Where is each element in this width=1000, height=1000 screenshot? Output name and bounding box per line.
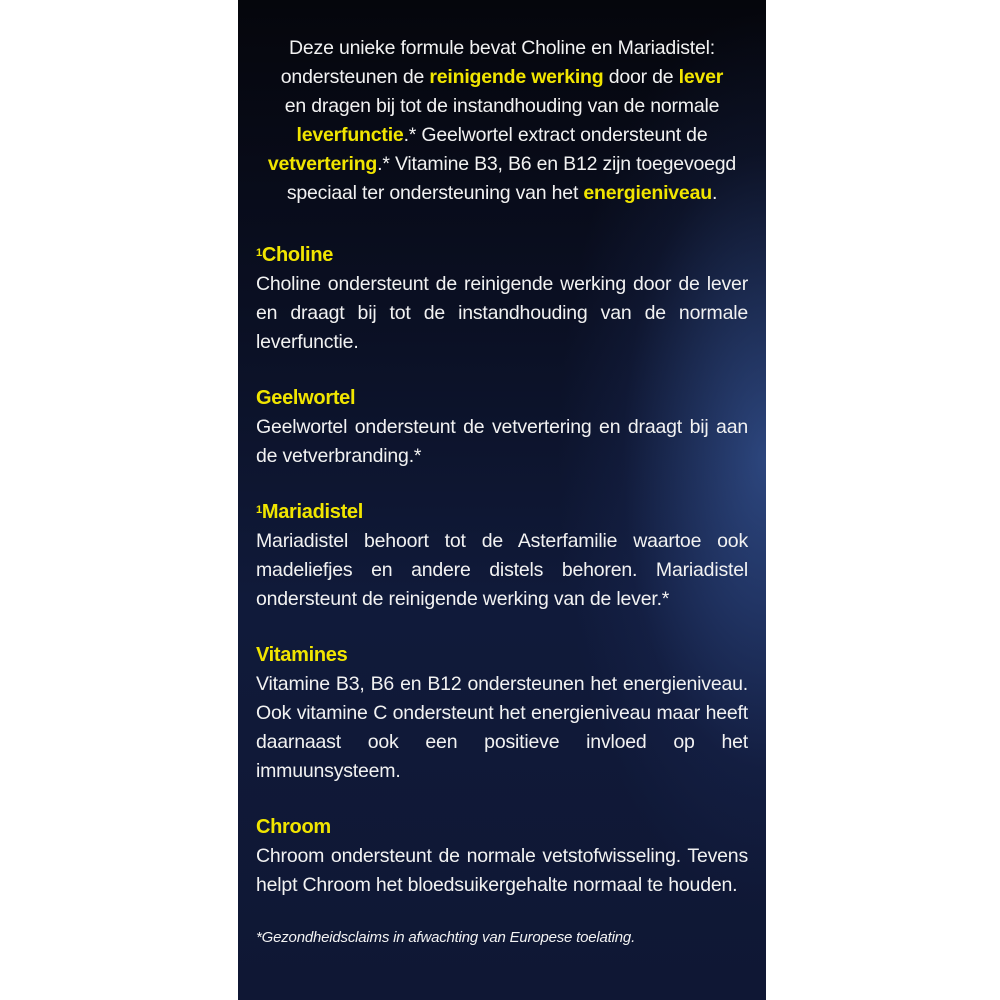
section-title: Chroom	[256, 816, 331, 838]
intro-text: .* Vitamine B3, B6 en B12 zijn toegevoegd speciaal ter ondersteuning van het	[286, 153, 737, 204]
section-mariadistel	[256, 498, 748, 614]
highlight-lever: lever	[678, 66, 724, 88]
section-choline	[256, 241, 748, 357]
highlight-reinigende-werking: reinigende werking	[429, 66, 604, 88]
highlight-energieniveau: energieniveau	[583, 182, 712, 204]
footnote-marker: 1	[256, 247, 262, 259]
intro-text: door de	[603, 66, 679, 88]
section-body: Choline ondersteunt de reinigende werking door de lever en draagt bij tot de instandhouding van de normale leverfunctie.	[256, 273, 748, 353]
intro-text: en dragen bij tot de instandhouding van de normale	[284, 95, 720, 117]
section-title: $^1$Mariadistel	[256, 501, 364, 523]
intro-paragraph	[256, 34, 748, 208]
footnote-marker: 1	[256, 504, 262, 516]
highlight-vetvertering: vetvertering	[267, 153, 378, 175]
intro-text: .	[711, 182, 718, 204]
section-body: Geelwortel ondersteunt de vetvertering en draagt bij aan de vetverbranding.*	[256, 416, 748, 467]
section-body: Mariadistel behoort tot de Asterfamilie waartoe ook madeliefjes en andere distels behoren. Mariadistel ondersteunt de reinigende werking van de lever.*	[256, 530, 748, 610]
health-claims-footnote: *Gezondheidsclaims in afwachting van Europese toelating.	[256, 929, 636, 946]
product-info-panel	[238, 0, 766, 1000]
highlight-leverfunctie: leverfunctie	[296, 124, 404, 146]
section-geelwortel	[256, 384, 748, 471]
section-body: Vitamine B3, B6 en B12 ondersteunen het energieniveau. Ook vitamine C ondersteunt het energieniveau maar heeft daarnaast ook een positieve invloed op het immuunsysteem.	[256, 673, 748, 782]
section-title: $^1$Choline	[256, 244, 334, 266]
section-body: Chroom ondersteunt de normale vetstofwisseling. Tevens helpt Chroom het bloedsuikergehalte normaal te houden.	[256, 845, 748, 896]
section-chroom	[256, 813, 748, 900]
section-vitamines	[256, 641, 748, 786]
section-title: Geelwortel	[256, 387, 356, 409]
section-title: Vitamines	[256, 644, 348, 666]
intro-text: Deze unieke formule bevat Choline en Mariadistel: ondersteunen de	[280, 37, 715, 88]
intro-text: .* Geelwortel extract ondersteunt de	[403, 124, 708, 146]
